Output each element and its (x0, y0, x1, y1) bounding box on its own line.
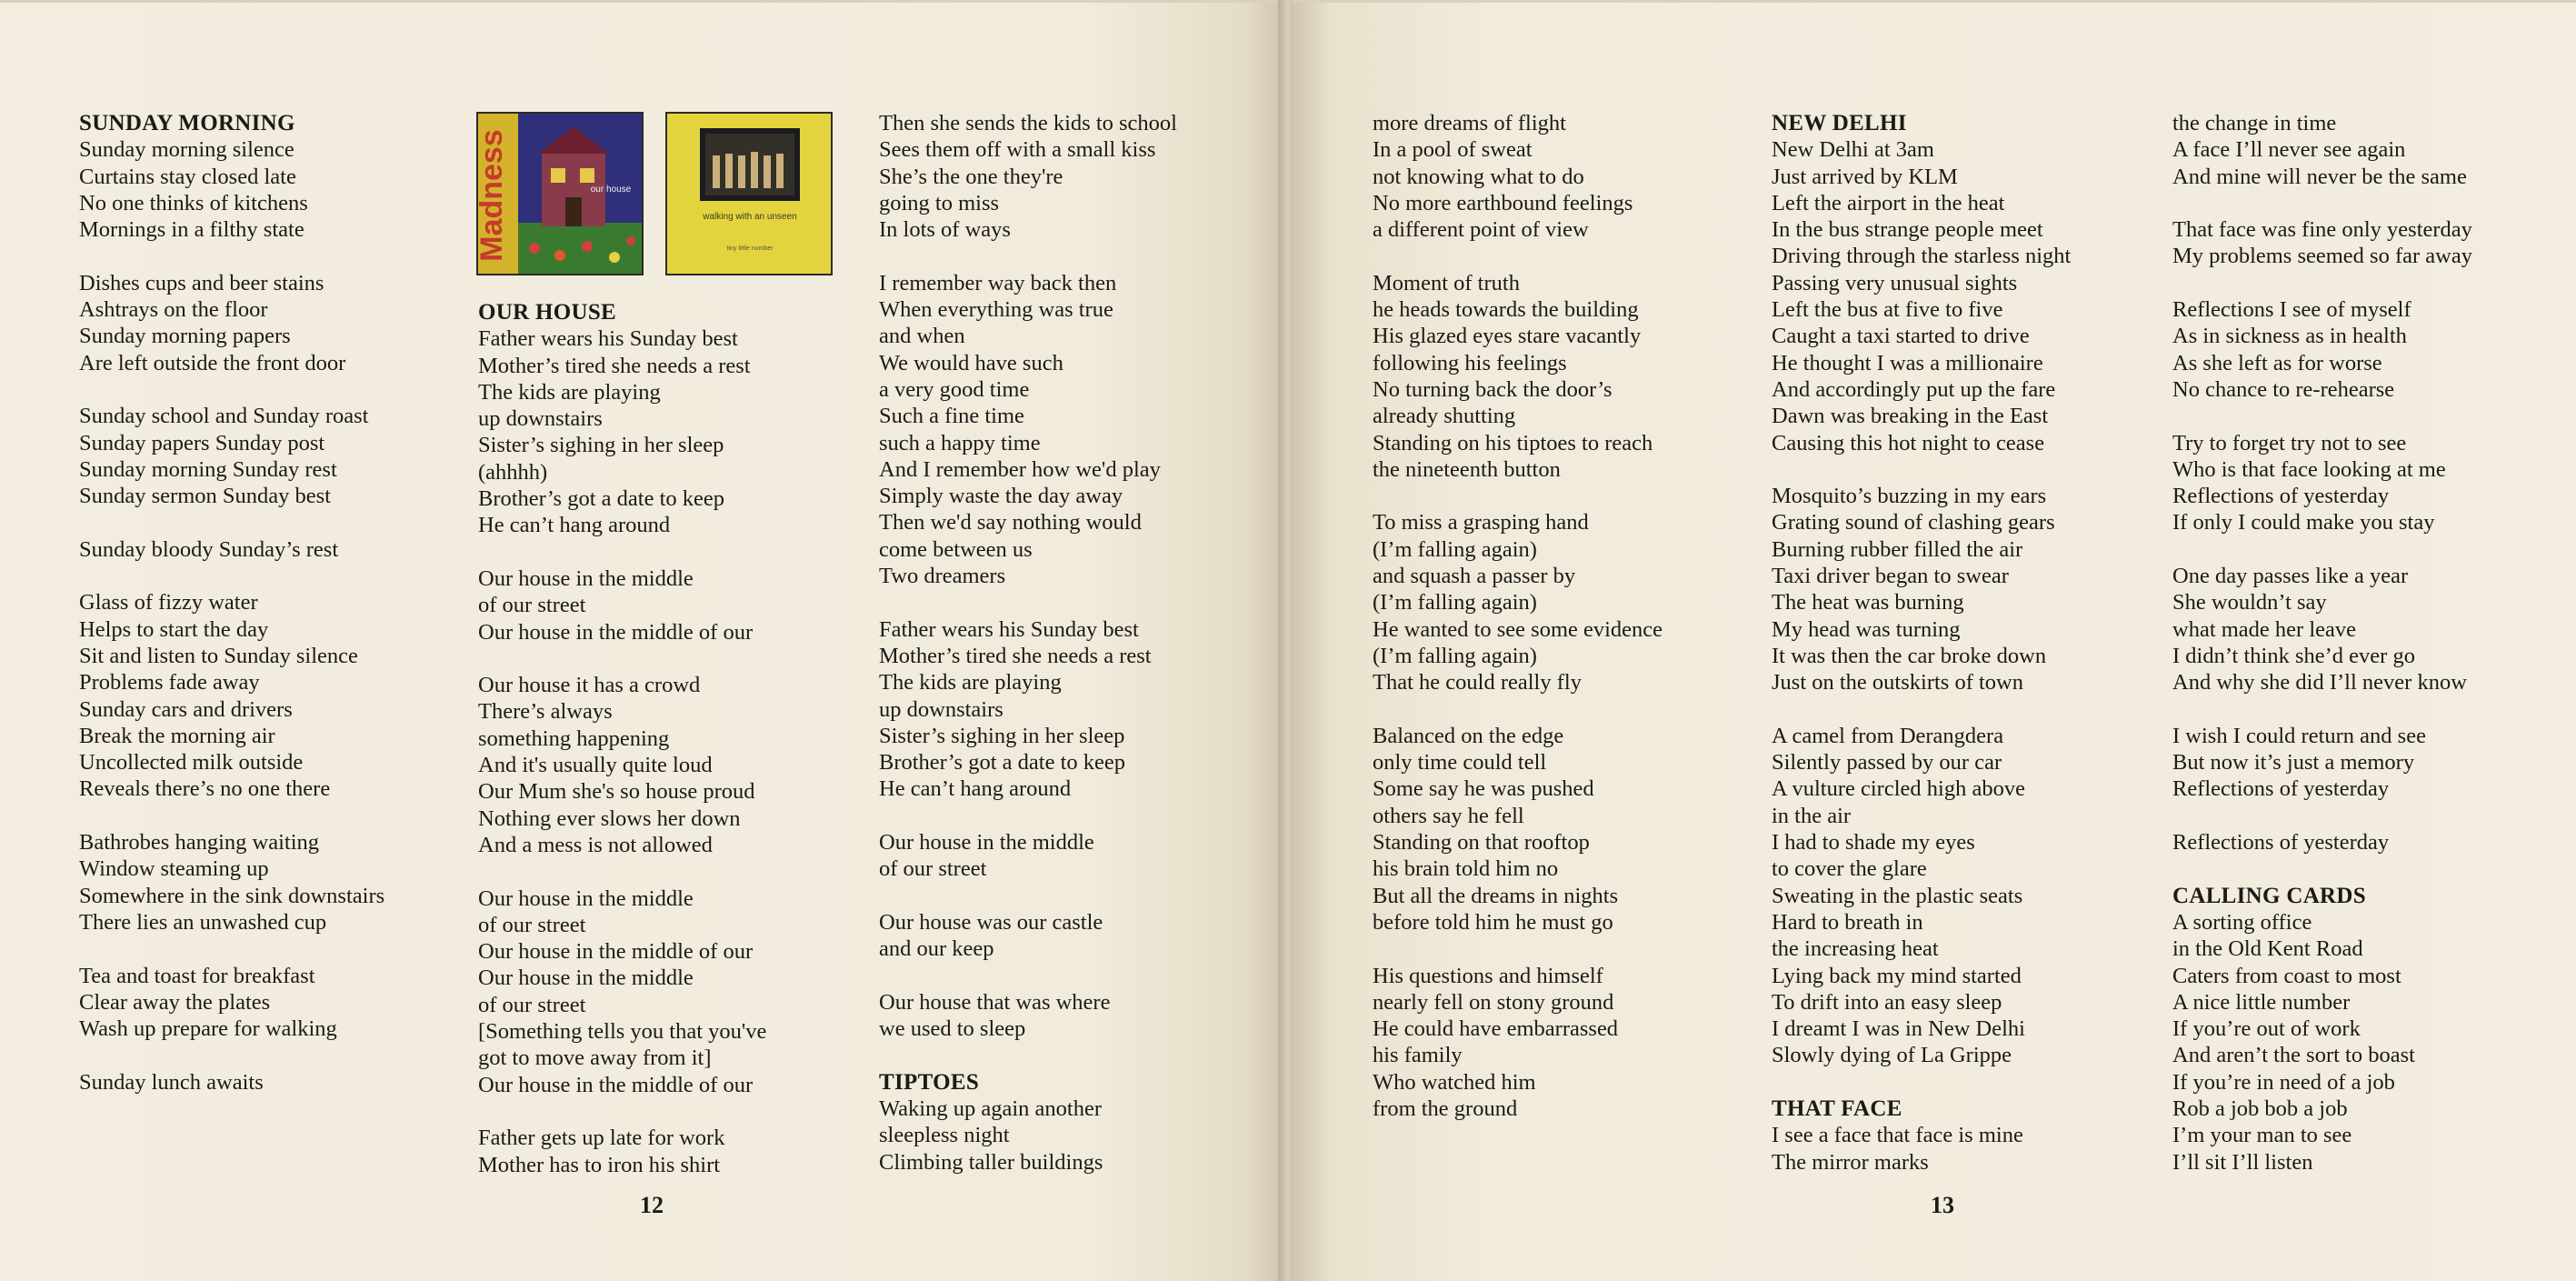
lyric-line: A vulture circled high above (1772, 776, 2025, 802)
stanza (79, 829, 384, 936)
lyric-line: going to miss (879, 190, 1000, 215)
lyric-line: of our street (478, 912, 586, 937)
lyric-line: Sunday morning silence (79, 137, 295, 163)
stanza (79, 1069, 384, 1096)
stanza (79, 136, 384, 243)
album-cover-our-house-art (474, 114, 642, 274)
lyric-line: Then she sends the kids to school (879, 111, 1177, 135)
lyric-line: There’s always (478, 699, 613, 725)
stanza (1373, 270, 1662, 483)
lyric-line: I’m your man to see (2172, 1123, 2352, 1148)
lyric-line: When everything was true (879, 297, 1113, 323)
lyric-line: He could have embarrassed (1373, 1016, 1619, 1042)
lyric-line: Break the morning air (79, 723, 275, 748)
lyric-line: Glass of fizzy water (79, 590, 258, 615)
lyric-line: Such a fine time (879, 404, 1024, 429)
song-title: SUNDAY MORNING (79, 111, 295, 135)
lyric-line: The kids are playing (478, 379, 661, 405)
lyric-line: in the air (1772, 803, 1852, 828)
lyric-line: his brain told him no (1373, 856, 1559, 882)
lyric-line: A sorting office (2172, 909, 2312, 935)
lyrics-column-sunday-morning (79, 110, 384, 1096)
lyric-line: up downstairs (478, 406, 603, 432)
lyric-line: Balanced on the edge (1373, 723, 1564, 748)
lyric-line: No one thinks of kitchens (79, 190, 308, 215)
lyric-line: Hard to breath in (1772, 909, 1923, 935)
lyric-line: I dreamt I was in New Delhi (1772, 1016, 2025, 1042)
album-cover-our-house (476, 112, 644, 275)
lyric-line: She’s the one they're (879, 164, 1063, 189)
stanza (1772, 483, 2071, 696)
lyric-line: Dawn was breaking in the East (1772, 404, 2049, 429)
lyric-line: My problems seemed so far away (2172, 244, 2472, 269)
stanza (1373, 110, 1662, 243)
lyric-line: Reflections I see of myself (2172, 297, 2411, 323)
lyric-line: others say he fell (1373, 803, 1524, 828)
lyric-line: To drift into an easy sleep (1772, 989, 2002, 1015)
lyric-line: what made her leave (2172, 616, 2357, 642)
stanza (79, 589, 384, 802)
lyric-line: Rob a job bob a job (2172, 1096, 2348, 1121)
lyric-line: As in sickness as in health (2172, 324, 2407, 349)
lyric-line: No more earthbound feelings (1373, 190, 1633, 215)
lyric-line: Try to forget try not to see (2172, 430, 2407, 455)
lyric-line: If only I could make you stay (2172, 510, 2435, 535)
lyric-line: He can’t hang around (879, 776, 1072, 802)
lyrics-column-that-face-continued (2172, 110, 2472, 1176)
lyric-line: following his feelings (1373, 350, 1567, 375)
lyric-line: Father wears his Sunday best (879, 616, 1139, 642)
lyric-line: nearly fell on stony ground (1373, 989, 1614, 1015)
lyric-line: Lying back my mind started (1772, 963, 2022, 988)
lyric-line: Our house in the middle (478, 966, 694, 991)
lyric-line: And it's usually quite loud (478, 753, 713, 778)
lyric-line: Driving through the starless night (1772, 244, 2072, 269)
stanza (79, 403, 384, 509)
stanza (2172, 296, 2472, 403)
lyric-line: Somewhere in the sink downstairs (79, 883, 385, 908)
lyric-line: Uncollected milk outside (79, 750, 304, 776)
lyric-line: the change in time (2172, 111, 2337, 135)
lyric-line: something happening (478, 726, 670, 751)
lyric-line: Left the airport in the heat (1772, 190, 2005, 215)
lyric-line: If you’re in need of a job (2172, 1069, 2395, 1095)
lyric-line: I see a face that face is mine (1772, 1123, 2023, 1148)
lyric-line: The mirror marks (1772, 1149, 1929, 1175)
lyrics-column-new-delhi (1772, 110, 2071, 1176)
stanza (2172, 563, 2472, 696)
lyric-line: The kids are playing (879, 670, 1062, 696)
lyric-line: Just on the outskirts of town (1772, 670, 2023, 696)
page-left (0, 0, 1283, 1281)
lyric-line: not knowing what to do (1373, 164, 1584, 189)
stanza (2172, 909, 2472, 1176)
stanza (478, 672, 766, 858)
lyric-line: Waking up again another (879, 1096, 1102, 1121)
lyric-line: New Delhi at 3am (1772, 137, 1934, 163)
lyric-line: Our house in the middle of our (478, 619, 754, 645)
lyric-line: Two dreamers (879, 564, 1006, 589)
lyric-line: In a pool of sweat (1373, 137, 1533, 163)
lyric-line: We would have such (879, 350, 1063, 375)
stanza (2172, 430, 2472, 536)
lyric-line: Sunday morning papers (79, 324, 291, 349)
lyric-line: up downstairs (879, 696, 1003, 722)
lyric-line: Just arrived by KLM (1772, 164, 1958, 189)
lyric-line: Ashtrays on the floor (79, 297, 268, 323)
lyric-line: a very good time (879, 376, 1030, 402)
lyric-line: Moment of truth (1373, 270, 1520, 295)
lyric-line: and squash a passer by (1373, 564, 1576, 589)
lyric-line: Sister’s sighing in her sleep (879, 723, 1125, 748)
stanza (879, 909, 1177, 963)
lyric-line: got to move away from it] (478, 1046, 712, 1071)
lyric-line: Tea and toast for breakfast (79, 963, 315, 988)
lyric-line: That he could really fly (1373, 670, 1582, 696)
lyric-line: There lies an unwashed cup (79, 909, 327, 935)
lyric-line: Simply waste the day away (879, 484, 1123, 509)
stanza (79, 536, 384, 563)
lyric-line: Sweating in the plastic seats (1772, 883, 2023, 908)
cover-song-title: our house (590, 185, 632, 195)
lyric-line: a different point of view (1373, 217, 1589, 243)
lyric-line: (I’m falling again) (1373, 643, 1537, 668)
cover-title-text: walking with an unseen (703, 212, 797, 222)
lyric-line: A nice little number (2172, 989, 2351, 1015)
lyric-line: I remember way back then (879, 270, 1117, 295)
lyric-line: Nothing ever slows her down (478, 806, 741, 831)
stanza (879, 616, 1177, 803)
lyric-line: Some say he was pushed (1373, 776, 1594, 802)
lyric-line: Passing very unusual sights (1772, 270, 2018, 295)
lyric-line: Burning rubber filled the air (1772, 536, 2023, 562)
lyric-line: more dreams of flight (1373, 111, 1566, 135)
lyric-line: [Something tells you that you've (478, 1019, 767, 1045)
lyric-line: of our street (478, 593, 586, 618)
stanza (79, 270, 384, 376)
lyric-line: No chance to re-rehearse (2172, 376, 2395, 402)
stanza (478, 325, 766, 538)
lyric-line: And accordingly put up the fare (1772, 376, 2056, 402)
lyric-line: only time could tell (1373, 750, 1547, 776)
stanza (2172, 110, 2472, 190)
lyric-line: Reveals there’s no one there (79, 776, 331, 802)
page-number-left: 12 (640, 1192, 664, 1218)
lyric-line: Taxi driver began to swear (1772, 564, 2009, 589)
lyric-line: from the ground (1373, 1096, 1518, 1121)
lyrics-column-our-house-continued (879, 110, 1177, 1176)
lyric-line: She wouldn’t say (2172, 590, 2327, 615)
lyric-line: Left the bus at five to five (1772, 297, 2003, 323)
lyric-line: to cover the glare (1772, 856, 1927, 882)
lyric-line: Sees them off with a small kiss (879, 137, 1156, 163)
lyric-line: His glazed eyes stare vacantly (1373, 324, 1642, 349)
lyric-line: Mother’s tired she needs a rest (879, 643, 1152, 668)
lyric-line: Window steaming up (79, 856, 269, 882)
lyric-line: Our house in the middle (478, 886, 694, 911)
lyric-line: Sunday sermon Sunday best (79, 484, 331, 509)
lyric-line: Sit and listen to Sunday silence (79, 643, 358, 668)
lyric-line: Our house was our castle (879, 909, 1103, 935)
lyric-line: Curtains stay closed late (79, 164, 296, 189)
lyric-line: It was then the car broke down (1772, 643, 2047, 668)
lyric-line: the increasing heat (1772, 936, 1939, 962)
cover-small-text: tiny little number (726, 245, 774, 252)
lyric-line: But now it’s just a memory (2172, 750, 2415, 776)
stanza (478, 1125, 766, 1178)
lyric-line: His questions and himself (1373, 963, 1603, 988)
lyric-line: That face was fine only yesterday (2172, 217, 2472, 243)
lyric-line: Then we'd say nothing would (879, 510, 1142, 535)
stanza (1772, 723, 2071, 1069)
lyric-line: No turning back the door’s (1373, 376, 1612, 402)
lyric-line: Caters from coast to most (2172, 963, 2401, 988)
lyric-line: Caught a taxi started to drive (1772, 324, 2030, 349)
lyric-line: Our house in the middle (879, 830, 1094, 856)
lyric-line: his family (1373, 1043, 1463, 1068)
lyric-line: Mother has to iron his shirt (478, 1152, 721, 1177)
stanza (879, 829, 1177, 883)
stanza (2172, 829, 2472, 856)
page-number-right: 13 (1931, 1192, 1954, 1218)
lyric-line: Clear away the plates (79, 989, 271, 1015)
lyric-line: Father gets up late for work (478, 1126, 725, 1151)
lyric-line: Reflections of yesterday (2172, 484, 2390, 509)
lyric-line: Our house that was where (879, 989, 1111, 1015)
lyric-line: Who is that face looking at me (2172, 456, 2446, 482)
lyric-line: Helps to start the day (79, 616, 269, 642)
stanza (1772, 1122, 2071, 1176)
song-title: NEW DELHI (1772, 111, 1907, 135)
lyric-line: (ahhhh) (478, 459, 548, 485)
lyric-line: He wanted to see some evidence (1373, 616, 1663, 642)
stanza (1772, 136, 2071, 456)
lyric-line: And a mess is not allowed (478, 832, 713, 857)
lyric-line: He thought I was a millionaire (1772, 350, 2043, 375)
lyric-line: I had to shade my eyes (1772, 830, 1975, 856)
lyric-line: If you’re out of work (2172, 1016, 2361, 1042)
lyric-line: we used to sleep (879, 1016, 1026, 1042)
lyric-line: Sunday school and Sunday roast (79, 404, 369, 429)
lyrics-column-tiptoes-continued (1373, 110, 1662, 1122)
lyric-line: Our house in the middle of our (478, 1072, 754, 1097)
lyric-line: Standing on that rooftop (1373, 830, 1590, 856)
lyric-line: Brother’s got a date to keep (879, 750, 1126, 776)
song-title: TIPTOES (879, 1069, 980, 1095)
lyric-line: He can’t hang around (478, 513, 671, 538)
stanza (879, 1096, 1177, 1176)
lyric-line: of our street (879, 856, 987, 882)
stanza (879, 110, 1177, 243)
lyric-line: My head was turning (1772, 616, 1961, 642)
lyric-line: the nineteenth button (1373, 456, 1561, 482)
stanza (478, 886, 766, 1098)
lyric-line: And aren’t the sort to boast (2172, 1043, 2415, 1068)
lyric-line: Standing on his tiptoes to reach (1373, 430, 1653, 455)
lyric-line: Who watched him (1373, 1069, 1536, 1095)
lyric-line: and when (879, 324, 965, 349)
lyric-line: And I remember how we'd play (879, 456, 1161, 482)
lyric-line: I wish I could return and see (2172, 723, 2426, 748)
stanza (879, 989, 1177, 1043)
lyric-line: And why she did I’ll never know (2172, 670, 2467, 696)
lyric-line: Bathrobes hanging waiting (79, 830, 320, 856)
lyrics-column-our-house (478, 299, 766, 1178)
lyric-line: I’ll sit I’ll listen (2172, 1149, 2313, 1175)
lyric-line: of our street (478, 992, 586, 1017)
stanza (79, 963, 384, 1043)
lyric-line: Our house it has a crowd (478, 673, 701, 698)
lyric-line: Wash up prepare for walking (79, 1016, 337, 1042)
album-cover-walking-with (665, 112, 833, 275)
lyric-line: As she left as for worse (2172, 350, 2382, 375)
lyric-line: Dishes cups and beer stains (79, 270, 324, 295)
lyric-line: Sunday bloody Sunday’s rest (79, 536, 339, 562)
lyric-line: (I’m falling again) (1373, 536, 1537, 562)
song-title: CALLING CARDS (2172, 883, 2366, 908)
cover-band-name: Madness (474, 129, 509, 262)
album-cover-walking-art (667, 114, 831, 274)
lyric-line: A camel from Derangdera (1772, 723, 2004, 748)
lyric-line: come between us (879, 536, 1033, 562)
lyric-line: Sunday morning Sunday rest (79, 456, 337, 482)
lyric-line: Reflections of yesterday (2172, 830, 2390, 856)
stanza (879, 270, 1177, 590)
lyric-line: Climbing taller buildings (879, 1149, 1103, 1175)
lyric-line: and our keep (879, 936, 994, 962)
lyric-line: Sunday lunch awaits (79, 1069, 264, 1095)
stanza (1373, 509, 1662, 696)
song-title: THAT FACE (1772, 1096, 1902, 1121)
song-title: OUR HOUSE (478, 300, 617, 325)
lyric-line: (I’m falling again) (1373, 590, 1537, 615)
lyric-line: Sunday papers Sunday post (79, 430, 325, 455)
lyric-line: Mother’s tired she needs a rest (478, 353, 751, 378)
lyric-line: In the bus strange people meet (1772, 217, 2043, 243)
lyric-line: Silently passed by our car (1772, 750, 2002, 776)
stanza (2172, 216, 2472, 270)
lyric-line: Are left outside the front door (79, 350, 346, 375)
lyric-line: I didn’t think she’d ever go (2172, 643, 2415, 668)
lyric-line: One day passes like a year (2172, 564, 2409, 589)
lyric-line: Sister’s sighing in her sleep (478, 433, 724, 458)
lyric-line: he heads towards the building (1373, 297, 1639, 323)
stanza (1373, 963, 1662, 1123)
lyric-line: A face I’ll never see again (2172, 137, 2406, 163)
lyric-line: Our Mum she's so house proud (478, 779, 755, 805)
lyric-line: Mornings in a filthy state (79, 217, 305, 243)
lyric-line: Father wears his Sunday best (478, 326, 738, 352)
lyric-line: Slowly dying of La Grippe (1772, 1043, 2012, 1068)
lyric-line: already shutting (1373, 404, 1516, 429)
lyric-line: But all the dreams in nights (1373, 883, 1619, 908)
lyric-line: Our house in the middle (478, 565, 694, 591)
lyric-line: The heat was burning (1772, 590, 1964, 615)
lyric-line: before told him he must go (1373, 909, 1613, 935)
lyric-line: Mosquito’s buzzing in my ears (1772, 484, 2047, 509)
lyric-line: Brother’s got a date to keep (478, 486, 725, 512)
lyric-line: Problems fade away (79, 670, 260, 696)
lyric-line: Our house in the middle of our (478, 939, 754, 965)
lyric-line: Causing this hot night to cease (1772, 430, 2045, 455)
lyric-line: sleepless night (879, 1123, 1010, 1148)
lyric-line: Grating sound of clashing gears (1772, 510, 2055, 535)
lyric-line: such a happy time (879, 430, 1041, 455)
lyric-line: Sunday cars and drivers (79, 696, 293, 722)
page-right (1293, 0, 2576, 1281)
stanza (478, 565, 766, 646)
lyric-line: In lots of ways (879, 217, 1011, 243)
lyric-line: in the Old Kent Road (2172, 936, 2363, 962)
stanza (2172, 723, 2472, 803)
lyric-line: To miss a grasping hand (1373, 510, 1589, 535)
lyric-line: Reflections of yesterday (2172, 776, 2390, 802)
stanza (1373, 723, 1662, 936)
lyric-line: And mine will never be the same (2172, 164, 2467, 189)
